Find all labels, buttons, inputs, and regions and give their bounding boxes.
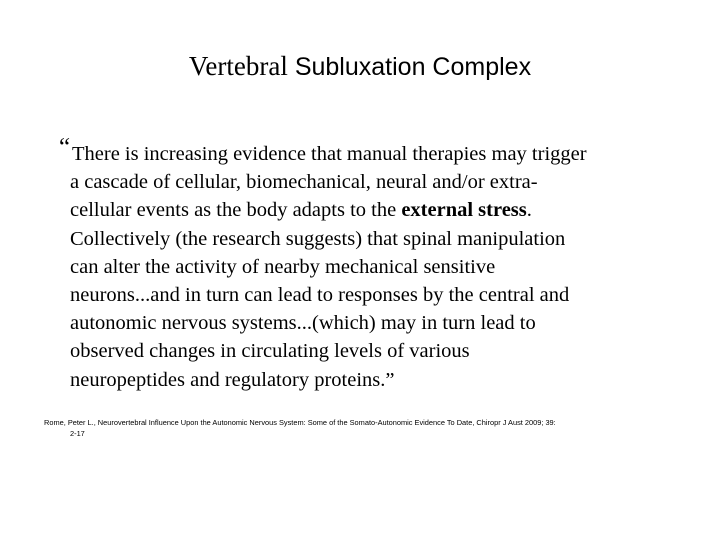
quote-line: Collectively (the research suggests) that spinal manipulation <box>70 227 566 250</box>
citation-pages: 2-17 <box>70 429 85 438</box>
slide-title <box>0 48 720 85</box>
quote-line: can alter the activity of nearby mechanical sensitive <box>70 255 496 278</box>
quote-line-start: cellular events as the body adapts to the <box>70 199 402 222</box>
quote-line: neuropeptides and regulatory proteins.” <box>70 368 395 391</box>
slide-title-part2: Subluxation Complex <box>294 53 532 81</box>
citation <box>44 417 694 439</box>
quote-line: autonomic nervous systems...(which) may in turn lead to <box>70 312 536 335</box>
quote-line: a cascade of cellular, biomechanical, neural and/or extra- <box>70 171 538 194</box>
slide-title-part1: Vertebral <box>188 51 288 81</box>
quote-line: observed changes in circulating levels of various <box>70 340 470 363</box>
quote-line-end: . <box>526 199 532 222</box>
quote-line: There is increasing evidence that manual therapies may trigger <box>72 143 587 165</box>
quote-line: neurons...and in turn can lead to responses by the central and <box>70 284 570 307</box>
quote-block <box>70 140 700 394</box>
quote-line-with-emphasis <box>70 196 700 224</box>
quote-emphasis: external stress <box>401 199 527 222</box>
open-quote-mark: “ <box>59 134 71 161</box>
citation-line: Rome, Peter L., Neurovertebral Influence Upon the Autonomic Nervous System: Some of the Somato-Autonomic Evidence To Date, Chiropr J Aust 2009; 39: <box>44 418 556 427</box>
